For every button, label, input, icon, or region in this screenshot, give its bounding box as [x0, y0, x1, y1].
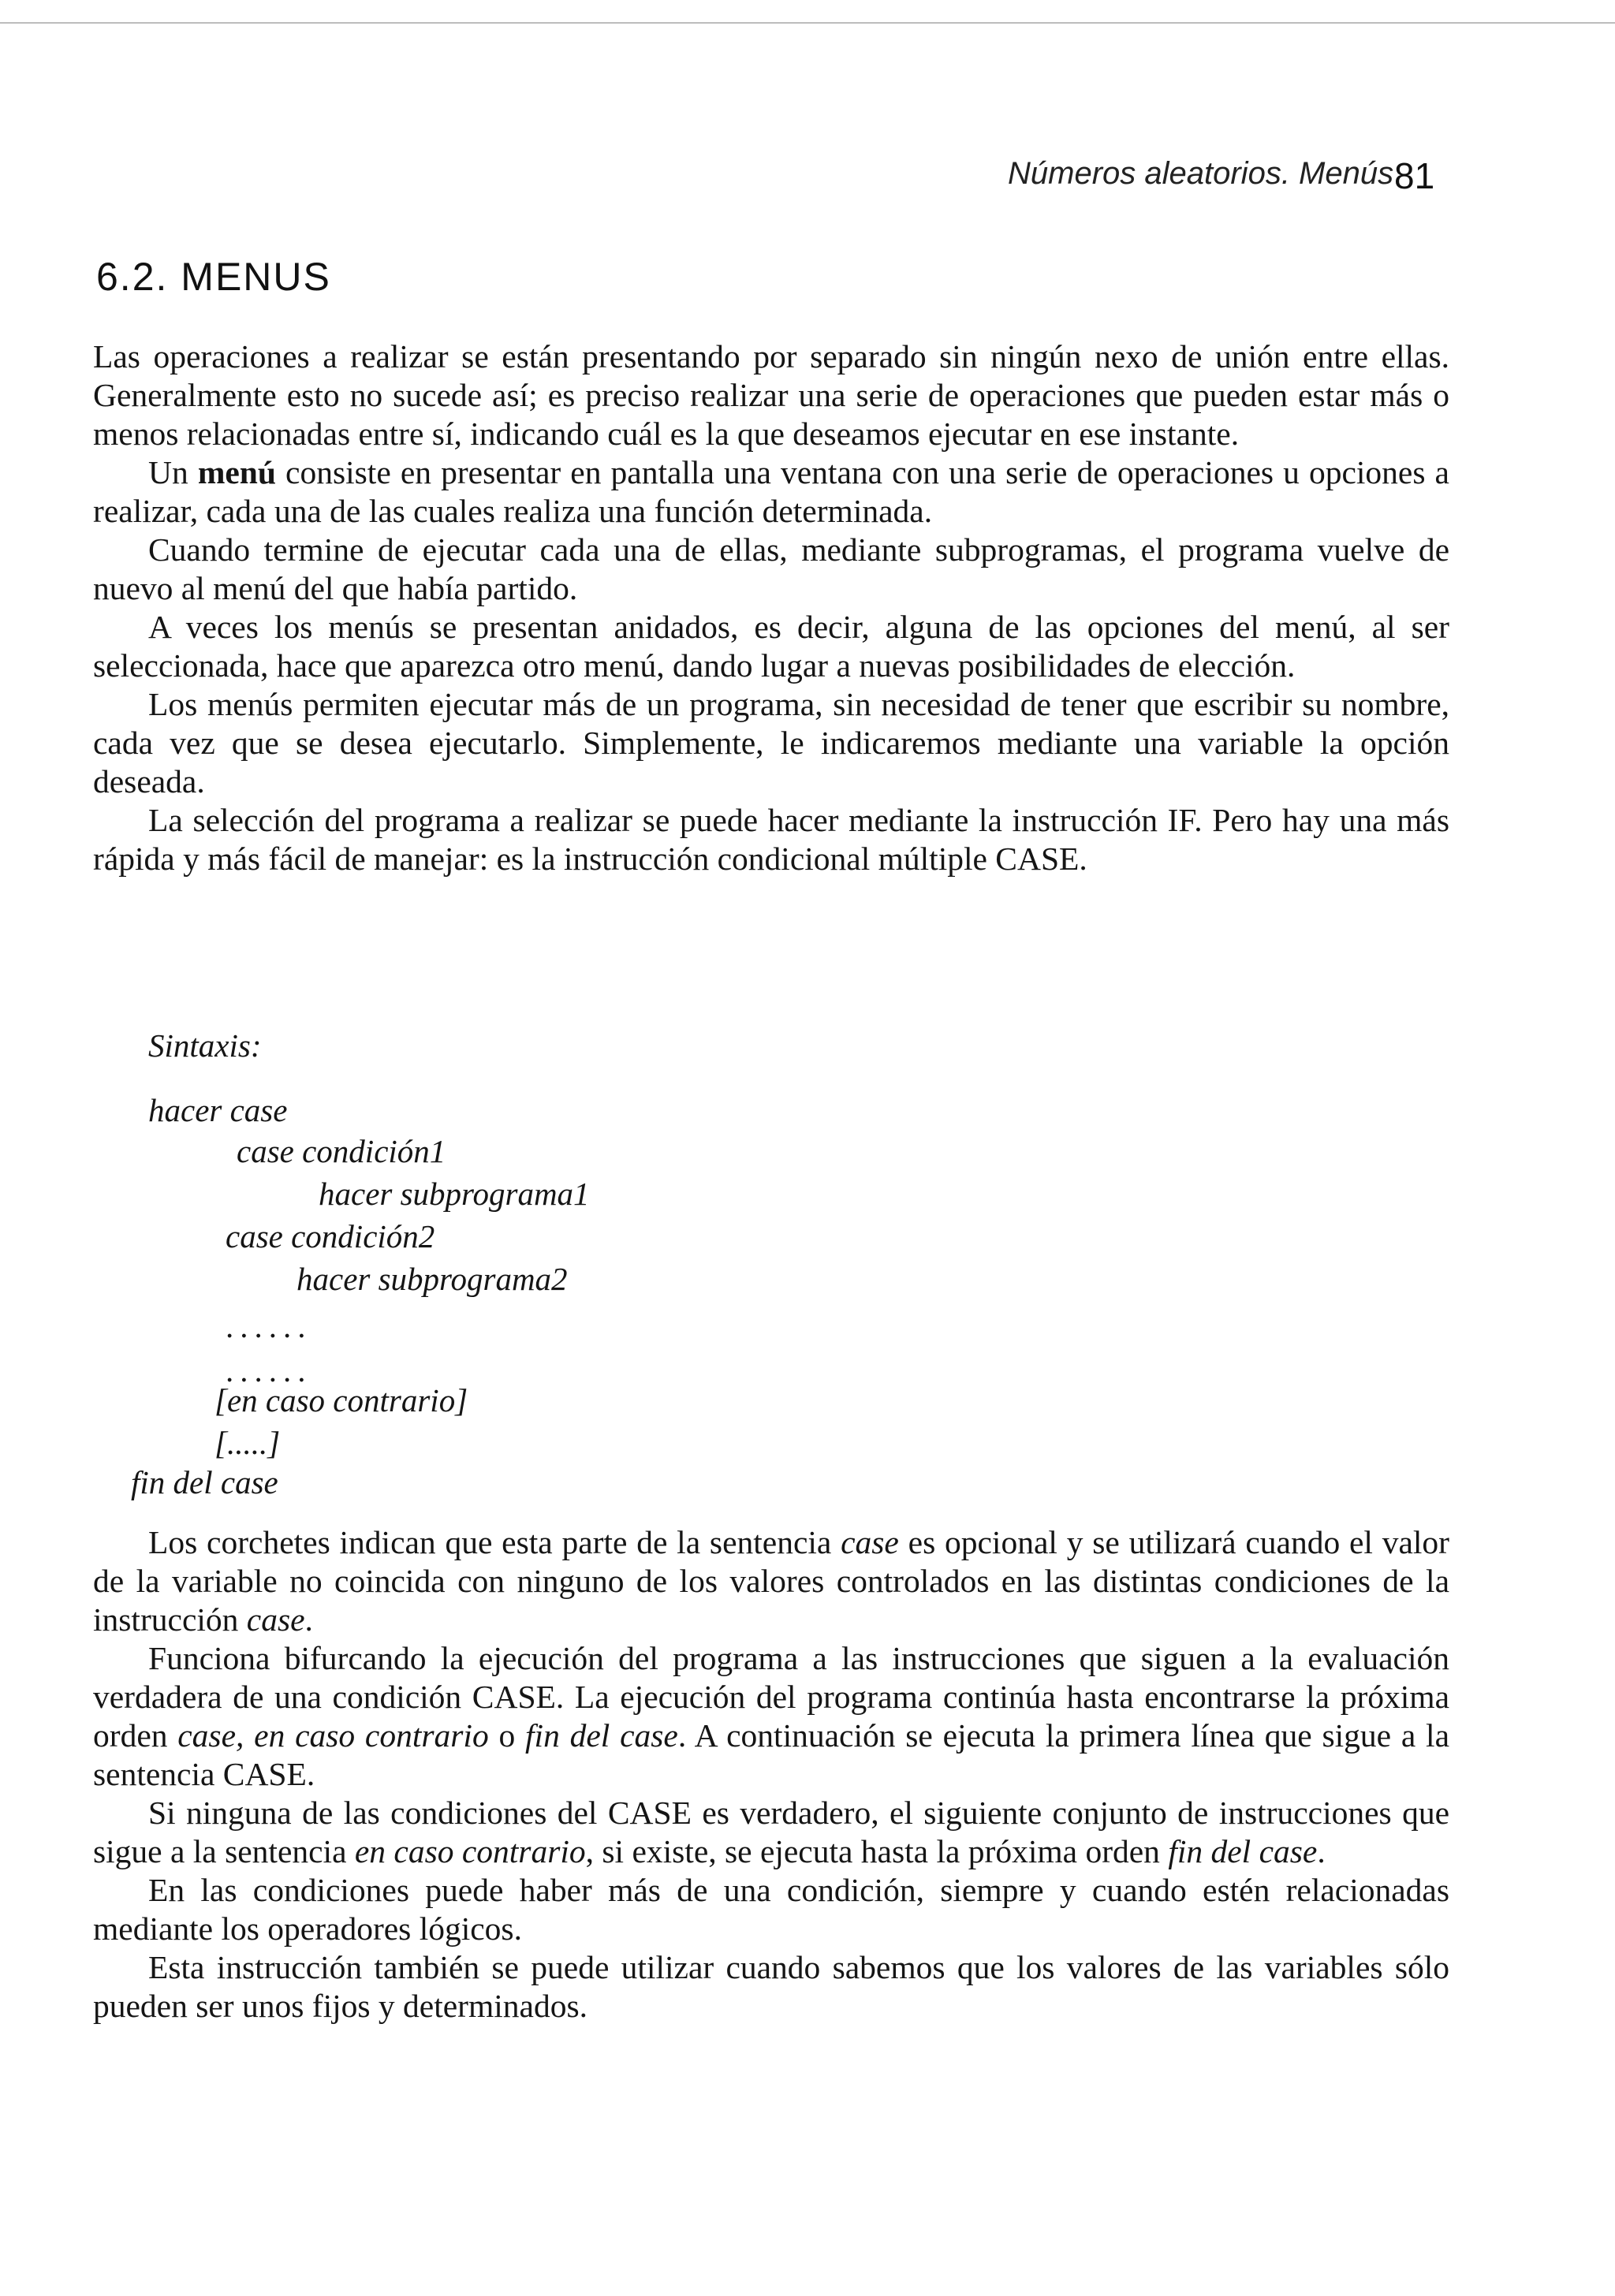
syntax-line: [en caso contrario] — [214, 1382, 468, 1418]
paragraph-brackets — [93, 1523, 1449, 1639]
syntax-line: [.....] — [214, 1425, 281, 1461]
italic-term: case, en caso contrario — [177, 1717, 489, 1754]
syntax-line: fin del case — [131, 1464, 278, 1500]
paragraph-text: Un — [148, 454, 198, 490]
syntax-line: case condición1 — [237, 1133, 446, 1169]
syntax-ellipsis: ...... — [226, 1352, 312, 1388]
syntax-label: Sintaxis: — [148, 1027, 262, 1064]
paragraph-fixed-values: Esta instrucción también se puede utilizar cuando sabemos que los valores de las variables sólo pueden ser unos fijos y determinados. — [93, 1949, 1449, 2024]
paragraph-text: . — [1317, 1833, 1326, 1869]
paragraph-default — [93, 1794, 1449, 1871]
syntax-line: hacer subprograma2 — [297, 1261, 568, 1297]
paragraph-nested: A veces los menús se presentan anidados, es decir, alguna de las opciones del menú, al ser seleccionada, hace que aparezca otro menú, dando lugar a nuevas posibilidades de elección. — [93, 609, 1449, 684]
paragraph-text: , si existe, se ejecuta hasta la próxima orden — [585, 1833, 1169, 1869]
paragraph-text: Si ninguna de las condiciones del CASE es verdadero, el siguiente conjunto de instrucciones que sigue a la sentencia — [93, 1795, 1449, 1869]
paragraph-conditions: En las condiciones puede haber más de una condición, siempre y cuando estén relacionadas mediante los operadores lógicos. — [93, 1872, 1449, 1947]
italic-term: case — [841, 1524, 899, 1560]
page-top-rule — [0, 22, 1615, 24]
page-number: 81 — [1394, 155, 1435, 196]
italic-term: fin del case — [1168, 1833, 1318, 1869]
italic-term: fin del case — [525, 1717, 678, 1754]
paragraph-text: Los corchetes indican que esta parte de la sentencia — [148, 1524, 841, 1560]
italic-term: case — [246, 1601, 305, 1638]
paragraph-multiple: Los menús permiten ejecutar más de un programa, sin necesidad de tener que escribir su nombre, cada vez que se desea ejecutarlo. Simplemente, le indicaremos mediante una variable la opción deseada. — [93, 686, 1449, 800]
italic-term: en caso contrario — [354, 1833, 586, 1869]
paragraph-text: es opcional y se utilizará cuando el valor de la variable no coincida con ninguno de los valores controlados en las distintas condiciones de la instrucción — [93, 1524, 1450, 1638]
paragraph-intro: Las operaciones a realizar se están presentando por separado sin ningún nexo de unión entre ellas. Generalmente esto no sucede así; es preciso realizar una serie de operaciones que pueden estar más o menos relacionadas entre sí, indicando cuál es la que deseamos ejecutar en ese instante. — [93, 338, 1449, 452]
body-text-bottom — [93, 1523, 1449, 2026]
paragraph-case-intro: La selección del programa a realizar se puede hacer mediante la instrucción IF. Pero hay una más rápida y más fácil de manejar: es la instrucción condicional múltiple CASE. — [93, 802, 1449, 877]
paragraph-return: Cuando termine de ejecutar cada una de ellas, mediante subprogramas, el programa vuelve de nuevo al menú del que había partido. — [93, 531, 1449, 606]
paragraph-text: o — [488, 1717, 526, 1754]
paragraph-text: Funciona bifurcando la ejecución del programa a las instrucciones que siguen a la evaluación verdadera de una condición CASE. La ejecución del programa continúa hasta encontrarse la próxima orden — [93, 1640, 1449, 1754]
paragraph-menu-definition — [93, 453, 1449, 531]
syntax-line: hacer case — [148, 1092, 288, 1128]
paragraph-text: consiste en presentar en pantalla una ventana con una serie de operaciones u opciones a realizar, cada una de las cuales realiza una función determinada. — [93, 454, 1449, 529]
syntax-ellipsis: ...... — [226, 1308, 312, 1344]
section-heading: 6.2. MENUS — [96, 255, 331, 299]
paragraph-text: . A continuación se ejecuta la primera línea que sigue a la sentencia CASE. — [93, 1717, 1449, 1792]
body-text-top — [93, 337, 1449, 878]
paragraph-branching — [93, 1639, 1449, 1794]
paragraph-text: . — [304, 1601, 313, 1638]
syntax-line: case condición2 — [226, 1218, 435, 1254]
bold-term-menu: menú — [197, 454, 276, 490]
running-title: Números aleatorios. Menús — [1008, 156, 1394, 191]
syntax-line: hacer subprograma1 — [319, 1176, 590, 1212]
